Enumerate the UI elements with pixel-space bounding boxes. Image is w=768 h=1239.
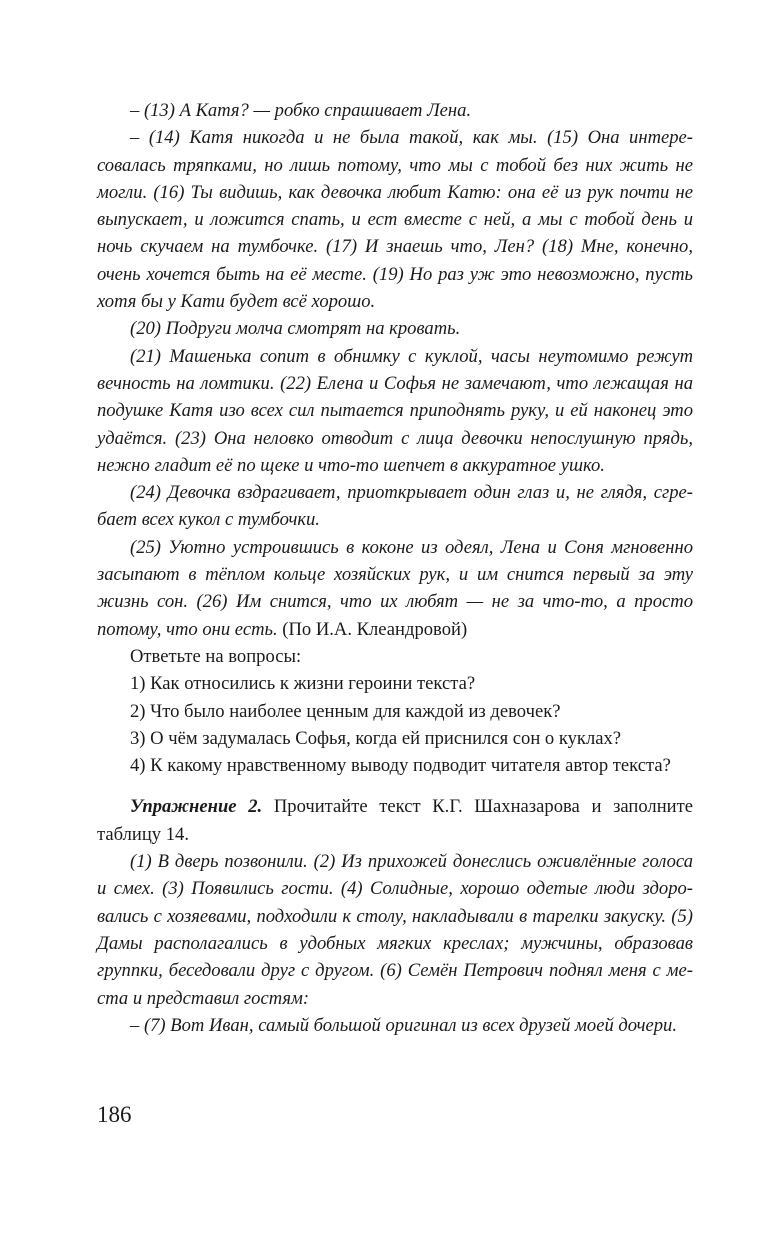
question-4: 4) К какому нравственному выводу подводит читателя автор текста? (130, 755, 671, 777)
exercise-2-heading (97, 793, 693, 848)
page-number: 186 (97, 1102, 132, 1127)
story-paragraph-14: – (14) Катя никогда и не была такой, как мы. (15) Она интересовалась тряпками, но лишь потому, что мы с тобой без них жить не могли. (16) Ты видишь, как девочка любит Катю: она её из рук почти не выпускает, и ложится спать, и ест вместе с ней, а мы с тобой день и ночь скучаем на тумбочке. (17) И знаешь что, Лен? (18) Мне, конечно, очень хочется быть на её месте. (19) Но раз уж это невозможно, пусть хотя бы у Кати будет всё хорошо. (97, 127, 693, 313)
exercise-2-instruction: Прочитайте текст К.Г. Шахназарова и заполните таблицу 14. (97, 796, 693, 845)
story-paragraph-13: – (13) А Катя? — робко спрашивает Лена. (130, 100, 472, 121)
story-paragraph-24: (24) Девочка вздрагивает, приоткрывает один глаз и, не глядя, сгребает всех кукол с тумбочки. (97, 482, 693, 531)
question-3: 3) О чём задумалась Софья, когда ей приснился сон о куклах? (130, 727, 622, 749)
questions-intro: Ответьте на вопросы: (130, 645, 302, 667)
exercise-2-paragraph-7: – (7) Вот Иван, самый большой оригинал из всех друзей моей дочери. (130, 1014, 677, 1036)
story-paragraph-21: (21) Машенька сопит в обнимку с куклой, часы неутомимо режут вечность на ломтики. (22) Елена и Софья не замечают, что лежащая на подушке Катя изо всех сил пытается приподнять руку, и ей наконец это удаётся. (23) Она неловко отводит с лица девочки непослушную прядь, нежно гладит её по щеке и что-то шепчет в аккуратное ушко. (97, 345, 693, 476)
exercise-2-paragraph-1: (1) В дверь позвонили. (2) Из прихожей донеслись оживлённые голоса и смех. (3) Появились гости. (4) Солидные, хорошо одетые люди здоровались с хозяевами, подходили к столу, накладывали в тарелки закуску. (5) Дамы располагались в удобных мягких креслах; мужчины, образовав группки, беседовали друг с другом. (6) Семён Петрович поднял меня с места и представил гостям: (97, 851, 693, 1009)
question-2: 2) Что было наиболее ценным для каждой из девочек? (130, 700, 561, 722)
story-paragraph-25-text: (25) Уютно устроившись в коконе из одеял, Лена и Соня мгновенно засыпают в тёплом кольце хозяйских рук, и им снится первый за эту жизнь сон. (26) Им снится, что их любят — не за что-то, а просто потому, что они есть. (97, 536, 693, 640)
story-paragraph-25 (97, 534, 693, 643)
question-1: 1) Как относились к жизни героини текста? (130, 673, 476, 695)
page-text (97, 97, 693, 1039)
story-paragraph-20: (20) Подруги молча смотрят на кровать. (130, 318, 461, 340)
story-attribution: (По И.А. Клеандровой) (282, 618, 468, 640)
exercise-2-label: Упражнение 2. (130, 796, 263, 818)
